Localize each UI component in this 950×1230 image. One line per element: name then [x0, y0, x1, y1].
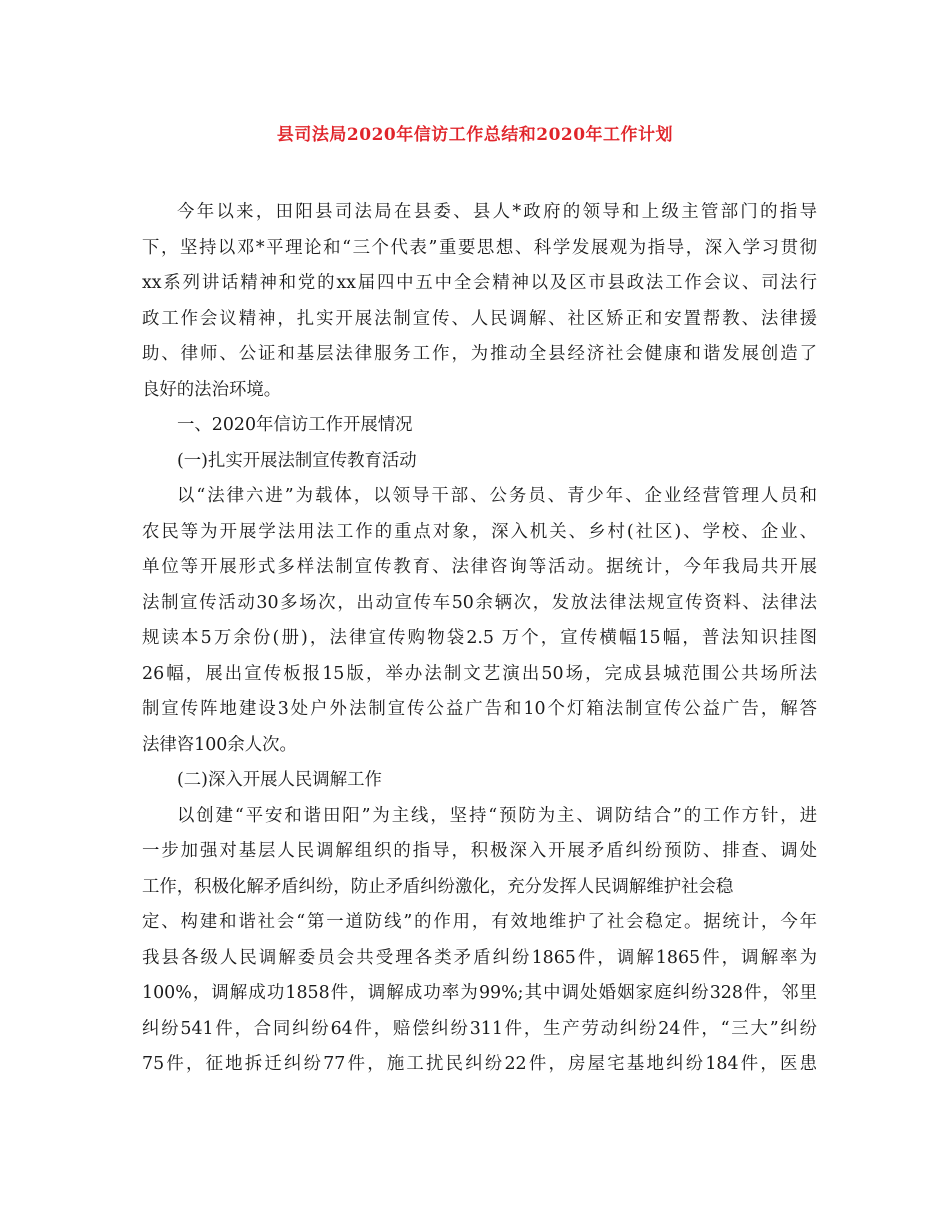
document-body — [142, 195, 817, 1083]
text-line: 定、构建和谐社会“第一道防线”的作用，有效地维护了社会稳定。据统计，今年 — [142, 912, 817, 932]
text-line: (一)扎实开展法制宣传教育活动 — [177, 450, 417, 471]
text-line: 我县各级人民调解委员会共受理各类矛盾纠纷1865件，调解1865件，调解率为 — [142, 947, 817, 968]
text-line: xx系列讲话精神和党的xx届四中五中全会精神以及区市县政法工作会议、司法行 — [142, 273, 817, 293]
text-line: 规读本5万余份(册)，法律宣传购物袋2.5 万个，宣传横幅15幅，普法知识挂图 — [142, 628, 817, 648]
text-line: 助、律师、公证和基层法律服务工作，为推动全县经济社会健康和谐发展创造了 — [142, 344, 817, 364]
text-line: 制宣传阵地建设3处户外法制宣传公益广告和10个灯箱法制宣传公益广告，解答 — [142, 699, 817, 719]
text-line: 今年以来，田阳县司法局在县委、县人*政府的领导和上级主管部门的指导 — [177, 202, 817, 222]
text-line: 单位等开展形式多样法制宣传教育、法律咨询等活动。据统计，今年我局共开展 — [142, 557, 817, 577]
text-line: 26幅，展出宣传板报15版，举办法制文艺演出50场，完成县城范围公共场所法 — [142, 663, 817, 684]
text-line: (二)深入开展人民调解工作 — [177, 770, 382, 790]
text-line: 政工作会议精神，扎实开展法制宣传、人民调解、社区矫正和安置帮教、法律援 — [142, 308, 817, 329]
text-line: 一步加强对基层人民调解组织的指导，积极深入开展矛盾纠纷预防、排查、调处 — [142, 841, 817, 861]
text-line: 75件，征地拆迁纠纷77件，施工扰民纠纷22件，房屋宅基地纠纷184件，医患 — [142, 1054, 817, 1074]
text-line: 纠纷541件，合同纠纷64件，赔偿纠纷311件，生产劳动纠纷24件，“三大”纠纷 — [142, 1018, 817, 1039]
text-line: 100%，调解成功1858件，调解成功率为99%;其中调处婚姻家庭纠纷328件，邻里 — [142, 983, 817, 1003]
text-line: 下，坚持以邓*平理论和“三个代表”重要思想、科学发展观为指导，深入学习贯彻 — [142, 237, 817, 258]
text-line: 以创建“平安和谐田阳”为主线，坚持“预防为主、调防结合”的工作方针，进 — [177, 805, 817, 826]
text-line: 法制宣传活动30多场次，出动宣传车50余辆次，发放法律法规宣传资料、法律法 — [142, 592, 817, 613]
text-line: 法律咨100余人次。 — [142, 734, 297, 755]
text-line: 以“法律六进”为载体，以领导干部、公务员、青少年、企业经营管理人员和 — [177, 486, 817, 506]
document-title: 县司法局2020年信访工作总结和2020年工作计划 — [276, 125, 674, 145]
text-line: 农民等为开展学法用法工作的重点对象，深入机关、乡村(社区)、学校、企业、 — [142, 521, 817, 542]
text-line: 一、2020年信访工作开展情况 — [177, 415, 413, 435]
text-line: 工作，积极化解矛盾纠纷，防止矛盾纠纷激化，充分发挥人民调解维护社会稳 — [142, 876, 734, 897]
text-line: 良好的法治环境。 — [142, 379, 282, 400]
